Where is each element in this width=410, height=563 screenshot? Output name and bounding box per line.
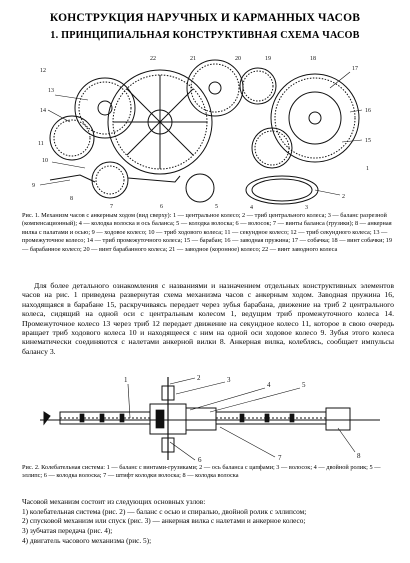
fig2-label: 7 <box>278 454 282 462</box>
list-item: 2) спусковой механизм или спуск (рис. 3) — анкерная вилка с налетами и анкерное колесо; <box>22 516 306 526</box>
list-intro: Часовой механизм состоит из следующих основных узлов: <box>22 497 206 506</box>
body-paragraph: Для более детального ознакомления с названиями и назначением отдельных конструктивных элементов часов на рис. 1 приведена развернутая схема механизма часов с анкерным ходом. Заводная пружина 16, находящаяся в барабане 15, раскручиваясь передает через зубья барабана, движение на триб 2 центрального колеса, сидящий на одной оси с центральным колесом 1, ведущим триб промежуточного колеса 14. Промежуточное колесо 13 через триб 12 передает движение на секундное колесо 11, которое в свою очередь вращает триб ходового колеса 10 и находящееся с ним на одной оси ходовое колесо 9. Зубья этого колеса кинематически соединяются с налетами анкерной вилки 8. Анкерная вилка, колеблясь, сообщает импульсы балансу 3. <box>22 281 394 356</box>
fig1-label: 16 <box>365 108 371 114</box>
figure-1-mechanism-illustration <box>10 50 405 212</box>
fig2-label: 5 <box>302 381 306 389</box>
fig1-label: 12 <box>40 68 46 74</box>
fig1-label: 14 <box>40 108 46 114</box>
fig1-label: 18 <box>310 56 316 62</box>
fig1-label: 8 <box>70 196 73 202</box>
section-title: 1. ПРИНЦИПИАЛЬНАЯ КОНСТРУКТИВНАЯ СХЕМА ЧАСОВ <box>50 30 360 41</box>
fig1-label: 17 <box>352 66 358 72</box>
fig1-label: 7 <box>110 204 113 210</box>
fig1-label: 2 <box>342 194 345 200</box>
figure-2-caption <box>22 464 394 495</box>
fig2-label: 1 <box>124 376 128 384</box>
fig1-label: 5 <box>215 204 218 210</box>
figure-2-caption-label: Рис. 2. Колебательная система: <box>22 464 106 471</box>
fig2-label: 4 <box>267 381 271 389</box>
fig1-label: 11 <box>38 141 44 147</box>
figure-1-caption <box>22 212 394 272</box>
fig1-label: 1 <box>366 166 369 172</box>
fig1-label: 3 <box>305 205 308 211</box>
components-list <box>22 497 394 546</box>
figure-2-caption-text: 1 — баланс с винтами-грузиками; 2 — ось баланса с цапфами; 3 — волосок; 4 — двойной ролик; 5 — эллипс; 6 — колодка волоска; 7 — штифт колодки волоска; 8 — колодка волоска <box>22 464 381 480</box>
fig1-label: 21 <box>190 56 196 62</box>
fig1-label: 15 <box>365 138 371 144</box>
fig2-label: 6 <box>198 456 202 464</box>
figure-2-oscillating-system-illustration <box>20 372 400 464</box>
fig2-label: 8 <box>357 452 361 460</box>
fig1-label: 10 <box>42 158 48 164</box>
fig1-label: 22 <box>150 56 156 62</box>
fig2-label: 3 <box>227 376 231 384</box>
fig1-label: 20 <box>235 56 241 62</box>
fig1-label: 13 <box>48 88 54 94</box>
fig1-label: 9 <box>32 183 35 189</box>
figure-1-caption-label: Рис. 1. Механизм часов с анкерным ходом (вид сверху): <box>22 212 172 219</box>
list-item: 4) двигатель часового механизма (рис. 5); <box>22 535 152 545</box>
list-item: 3) зубчатая передача (рис. 4); <box>22 526 113 536</box>
fig2-label: 2 <box>197 374 201 382</box>
figure-1-caption-text: 1 — центральное колесо; 2 — триб центрального колеса; 3 — баланс разрезной (компенсационный); 4 — колодка волоска и ось баланса; 5 — колодка волоска; 6 — волосок; 7 — винты баланса (грузики); 8 — анкерная вилка с палатами и осью; 9 — ходовое колесо; 10 — триб ходового колеса; 11 — секундное колесо; 12 — триб секундного колеса; 13 — промежуточное колесо; 14 — триб промежуточного колеса; 15 — барабан; 16 — заводная пружина; 17 — собачка; 18 — винт собачки; 19 — барабанное колесо; 20 — винт барабанного колеса; 21 — заводное (коронное) колесо; 22 — винт заводного колеса <box>22 212 393 253</box>
page-title: КОНСТРУКЦИЯ НАРУЧНЫХ И КАРМАННЫХ ЧАСОВ <box>49 12 361 24</box>
fig1-label: 4 <box>250 205 253 211</box>
fig1-label: 6 <box>160 204 163 210</box>
fig1-label: 19 <box>265 56 271 62</box>
list-item: 1) колебательная система (рис. 2) — баланс с осью и спиралью, двойной ролик с эллипсом; <box>22 506 307 516</box>
